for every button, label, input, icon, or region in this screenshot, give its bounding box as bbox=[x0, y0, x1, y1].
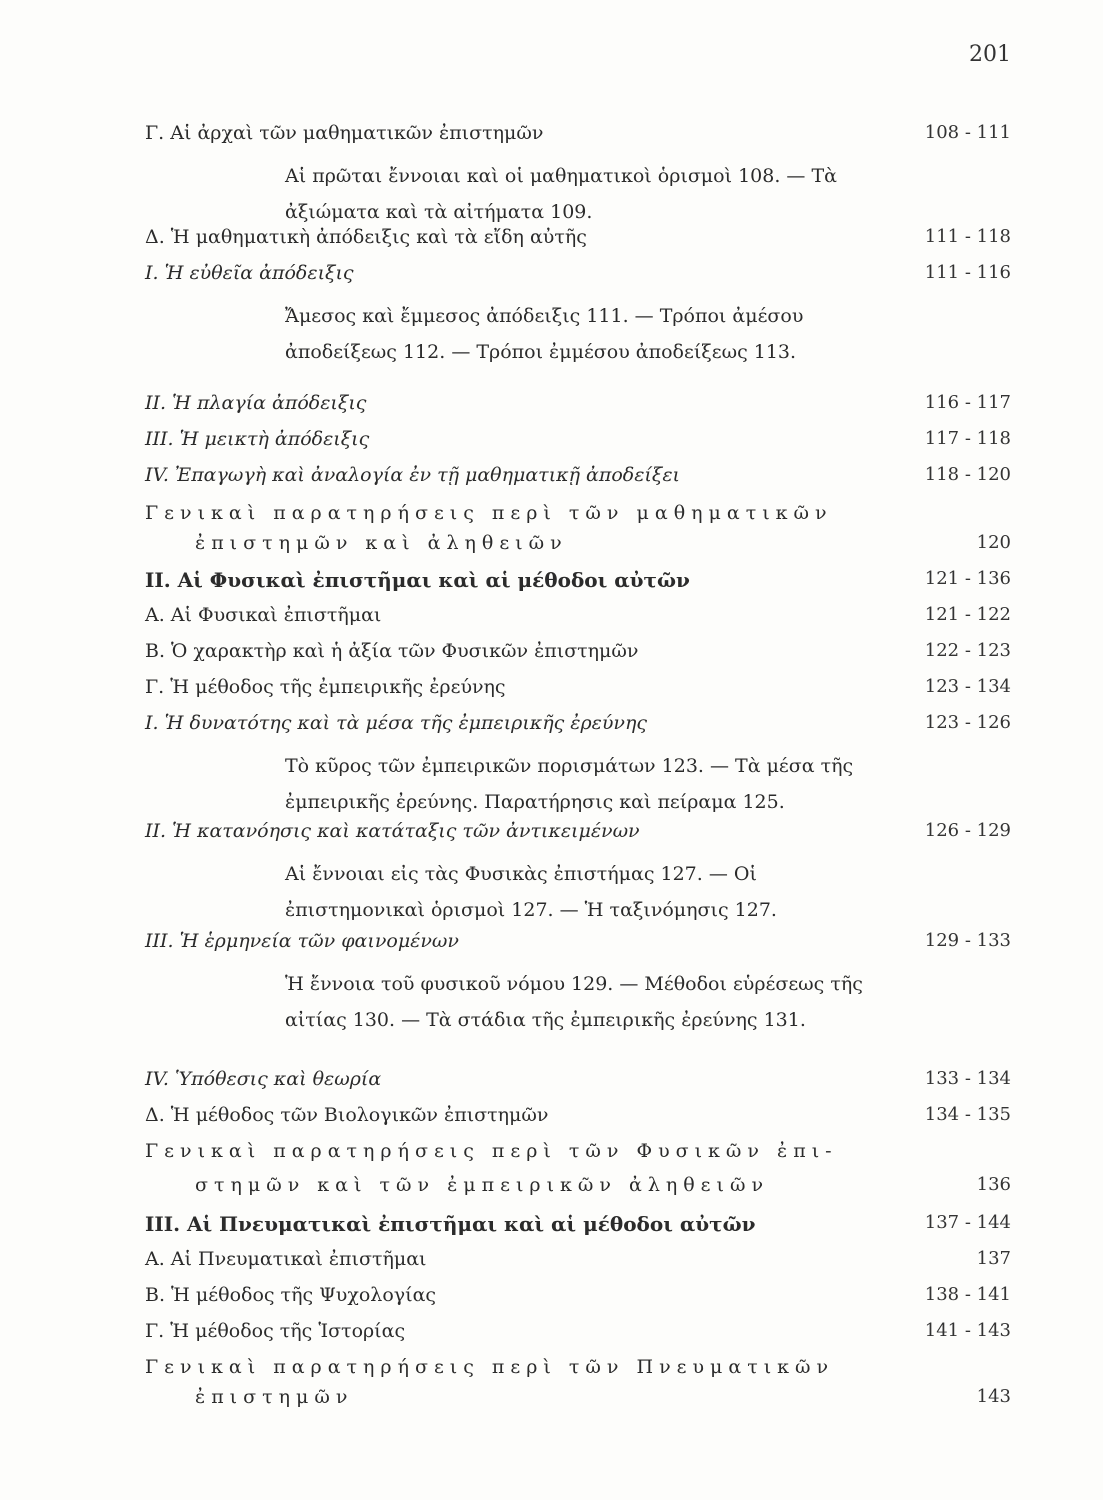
toc-entry-title: ΙV. Ἐπαγωγὴ καὶ ἀναλογία ἐν τῇ μαθηματικῇ ἀποδείξει bbox=[145, 464, 680, 486]
toc-entry-pages: 137 - 144 bbox=[924, 1212, 1011, 1233]
toc-section-title: ΙΙΙ. Αἱ Πνευματικαὶ ἐπιστῆμαι καὶ αἱ μέθοδοι αὐτῶν bbox=[145, 1212, 756, 1236]
toc-entry-pages: 118 - 120 bbox=[924, 464, 1011, 485]
toc-entry-pages: 129 - 133 bbox=[924, 930, 1011, 951]
toc-entry-description: Ἄμεσος καὶ ἔμμεσος ἀπόδειξις 111. — Τρόποι ἀμέσου ἀποδείξεως 112. — Τρόποι ἐμμέσου ἀποδείξεως 113. bbox=[285, 305, 804, 363]
toc-entry-title: Γ. Ἡ μέθοδος τῆς ἐμπειρικῆς ἐρεύνης bbox=[145, 676, 506, 698]
toc-entry-title: ΙΙΙ. Ἡ ἑρμηνεία τῶν φαινομένων bbox=[145, 930, 459, 952]
toc-entry-title: Δ. Ἡ μαθηματικὴ ἀπόδειξις καὶ τὰ εἴδη αὐτῆς bbox=[145, 226, 587, 248]
page-number: 201 bbox=[969, 42, 1011, 67]
toc-entry-pages: 122 - 123 bbox=[924, 640, 1011, 661]
toc-entry-pages: 117 - 118 bbox=[924, 428, 1011, 449]
toc-entry-description: Ἡ ἔννοια τοῦ φυσικοῦ νόμου 129. — Μέθοδοι εὑρέσεως τῆς αἰτίας 130. — Τὰ στάδια τῆς ἐμπειρικῆς ἐρεύνης 131. bbox=[285, 973, 863, 1031]
toc-entry-pages: 121 - 136 bbox=[924, 568, 1011, 589]
toc-entry-description: Τὸ κῦρος τῶν ἐμπειρικῶν πορισμάτων 123. — Τὰ μέσα τῆς ἐμπειρικῆς ἐρεύνης. Παρατήρησις καὶ πείραμα 125. bbox=[285, 755, 854, 813]
toc-entry-pages: 123 - 126 bbox=[924, 712, 1011, 733]
toc-entry-pages: 141 - 143 bbox=[924, 1320, 1011, 1341]
toc-entry-title: Ι. Ἡ εὐθεῖα ἀπόδειξις bbox=[145, 262, 354, 284]
toc-entry-title: Γενικαὶ παρατηρήσεις περὶ τῶν Φυσικῶν ἐπι- bbox=[145, 1140, 838, 1162]
toc-entry-description: Αἱ πρῶται ἔννοιαι καὶ οἱ μαθηματικοὶ ὁρισμοὶ 108. — Τὰ ἀξιώματα καὶ τὰ αἰτήματα 109. bbox=[285, 165, 837, 223]
toc-entry-title: Δ. Ἡ μέθοδος τῶν Βιολογικῶν ἐπιστημῶν bbox=[145, 1104, 549, 1126]
toc-entry-title-continued: στημῶν καὶ τῶν ἐμπειρικῶν ἀληθειῶν bbox=[195, 1174, 770, 1196]
toc-entry-title: Ι. Ἡ δυνατότης καὶ τὰ μέσα τῆς ἐμπειρικῆς ἐρεύνης bbox=[145, 712, 647, 734]
toc-entry-title: Β. Ὁ χαρακτὴρ καὶ ἡ ἀξία τῶν Φυσικῶν ἐπιστημῶν bbox=[145, 640, 639, 662]
toc-entry-pages: 126 - 129 bbox=[924, 820, 1011, 841]
toc-entry-pages: 111 - 118 bbox=[924, 226, 1011, 247]
toc-entry-pages: 116 - 117 bbox=[924, 392, 1011, 413]
toc-entry-description: Αἱ ἔννοιαι εἰς τὰς Φυσικὰς ἐπιστήμας 127. — Οἱ ἐπιστημονικαὶ ὁρισμοὶ 127. — Ἡ ταξινόμησις 127. bbox=[285, 863, 777, 921]
toc-entry-title: Γενικαὶ παρατηρήσεις περὶ τῶν Πνευματικῶν bbox=[145, 1356, 835, 1378]
toc-entry-pages: 111 - 116 bbox=[924, 262, 1011, 283]
toc-entry-pages: 123 - 134 bbox=[924, 676, 1011, 697]
toc-section-title: ΙΙ. Αἱ Φυσικαὶ ἐπιστῆμαι καὶ αἱ μέθοδοι αὐτῶν bbox=[145, 568, 690, 592]
toc-entry-pages: 120 bbox=[976, 532, 1011, 553]
toc-entry-title: ΙΙΙ. Ἡ μεικτὴ ἀπόδειξις bbox=[145, 428, 370, 450]
toc-entry-title: Γενικαὶ παρατηρήσεις περὶ τῶν μαθηματικῶν bbox=[145, 502, 833, 524]
toc-entry-title: Γ. Αἱ ἀρχαὶ τῶν μαθηματικῶν ἐπιστημῶν bbox=[145, 122, 544, 144]
toc-entry-pages: 137 bbox=[976, 1248, 1011, 1269]
toc-entry-title: ΙΙ. Ἡ κατανόησις καὶ κατάταξις τῶν ἀντικειμένων bbox=[145, 820, 640, 842]
toc-entry-title: Α. Αἱ Φυσικαὶ ἐπιστῆμαι bbox=[145, 604, 382, 626]
toc-entry-title: Α. Αἱ Πνευματικαὶ ἐπιστῆμαι bbox=[145, 1248, 427, 1270]
toc-entry-pages: 133 - 134 bbox=[924, 1068, 1011, 1089]
toc-entry-pages: 138 - 141 bbox=[924, 1284, 1011, 1305]
toc-entry-pages: 121 - 122 bbox=[924, 604, 1011, 625]
toc-entry-pages: 108 - 111 bbox=[924, 122, 1011, 143]
toc-entry-title: Γ. Ἡ μέθοδος τῆς Ἱστορίας bbox=[145, 1320, 406, 1342]
toc-entry-title-continued: ἐπιστημῶν bbox=[195, 1386, 354, 1408]
toc-entry-title: ΙV. Ὑπόθεσις καὶ θεωρία bbox=[145, 1068, 382, 1090]
toc-entry-title-continued: ἐπιστημῶν καὶ ἀληθειῶν bbox=[195, 532, 568, 554]
toc-entry-pages: 134 - 135 bbox=[924, 1104, 1011, 1125]
toc-entry-pages: 136 bbox=[976, 1174, 1011, 1195]
toc-entry-title: Β. Ἡ μέθοδος τῆς Ψυχολογίας bbox=[145, 1284, 437, 1306]
toc-entry-title: ΙΙ. Ἡ πλαγία ἀπόδειξις bbox=[145, 392, 367, 414]
toc-entry-pages: 143 bbox=[976, 1386, 1011, 1407]
